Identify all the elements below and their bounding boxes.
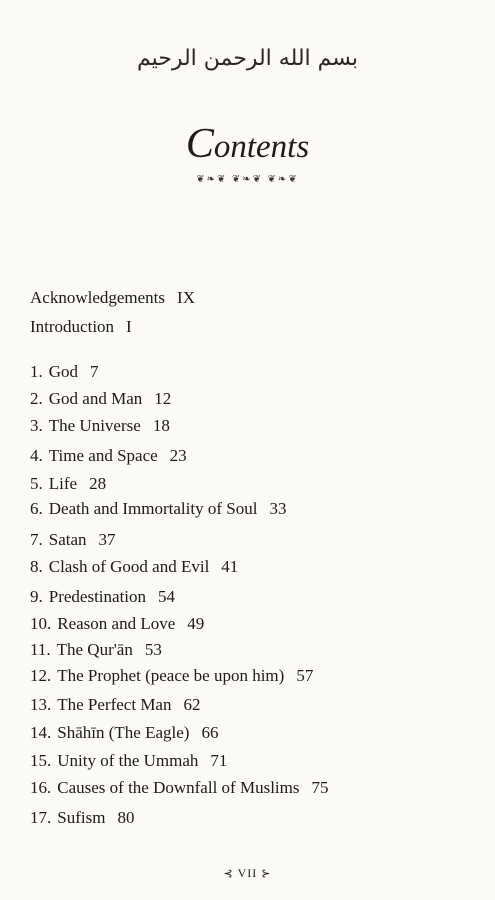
entry-number: 6. — [30, 499, 43, 518]
entry-page: 75 — [311, 778, 329, 797]
entry-page: 37 — [98, 530, 116, 549]
entry-page: 41 — [221, 557, 239, 576]
entry-page: 49 — [187, 614, 205, 633]
entry-number: 17. — [30, 808, 52, 827]
toc-entry-chapter — [30, 808, 134, 828]
entry-page: 7 — [90, 362, 99, 381]
toc-entry-acknowledgements — [30, 288, 195, 308]
entry-page: 71 — [210, 751, 228, 770]
toc-entry-chapter — [30, 557, 238, 577]
entry-title: Reason and Love — [57, 614, 176, 633]
entry-number: 2. — [30, 389, 43, 408]
entry-page: 57 — [296, 666, 314, 685]
toc-entry-chapter — [30, 362, 99, 382]
toc-entry-chapter — [30, 499, 286, 519]
entry-title: God — [48, 362, 79, 381]
toc-entry-chapter — [30, 474, 106, 494]
entry-page: 80 — [117, 808, 135, 827]
entry-number: 3. — [30, 416, 43, 435]
toc-entry-chapter — [30, 530, 116, 550]
entry-title: Causes of the Downfall of Muslims — [57, 778, 300, 797]
toc-entry-introduction — [30, 317, 132, 337]
entry-number: 1. — [30, 362, 43, 381]
entry-title: The Universe — [48, 416, 141, 435]
entry-page: I — [126, 317, 132, 336]
entry-title: Unity of the Ummah — [57, 751, 199, 770]
entry-page: 53 — [144, 640, 162, 659]
entry-title: Time and Space — [48, 446, 158, 465]
entry-number: 13. — [30, 695, 52, 714]
entry-number: 15. — [30, 751, 52, 770]
entry-page: 18 — [152, 416, 170, 435]
folio-ornament-right: ⊱ — [261, 868, 272, 880]
entry-page: 54 — [158, 587, 176, 606]
toc-entry-chapter — [30, 640, 162, 660]
title-initial: C — [185, 121, 214, 167]
entry-title: Death and Immortality of Soul — [48, 499, 258, 518]
toc-entry-chapter — [30, 389, 171, 409]
entry-title: Clash of Good and Evil — [48, 557, 210, 576]
toc-entry-chapter — [30, 778, 328, 798]
title-ornament: ❦❧❦ ❦❧❦ ❦❧❦ — [196, 174, 299, 185]
entry-number: 8. — [30, 557, 43, 576]
entry-page: 33 — [269, 499, 287, 518]
entry-page: IX — [177, 288, 195, 307]
entry-page: 28 — [89, 474, 107, 493]
entry-title: Introduction — [30, 317, 115, 336]
entry-number: 16. — [30, 778, 52, 797]
entry-page: 66 — [201, 723, 219, 742]
page-title — [0, 120, 495, 168]
entry-title: Satan — [48, 530, 87, 549]
toc-entry-chapter — [30, 446, 187, 466]
entry-number: 10. — [30, 614, 52, 633]
entry-number: 4. — [30, 446, 43, 465]
toc-entry-chapter — [30, 666, 313, 686]
entry-number: 12. — [30, 666, 52, 685]
toc-entry-chapter — [30, 751, 227, 771]
page-folio — [0, 866, 495, 881]
entry-title: God and Man — [48, 389, 143, 408]
entry-number: 11. — [30, 640, 51, 659]
entry-page: 23 — [169, 446, 187, 465]
entry-page: 12 — [154, 389, 172, 408]
entry-title: The Perfect Man — [57, 695, 172, 714]
folio-ornament-left: ⊰ — [223, 868, 234, 880]
toc-entry-chapter — [30, 695, 200, 715]
entry-number: 9. — [30, 587, 43, 606]
entry-page: 62 — [183, 695, 201, 714]
toc-entry-chapter — [30, 416, 170, 436]
title-rest: ontents — [213, 129, 310, 165]
entry-title: Sufism — [57, 808, 106, 827]
toc-entry-chapter — [30, 587, 175, 607]
entry-number: 14. — [30, 723, 52, 742]
entry-title: The Qur'ān — [56, 640, 133, 659]
entry-title: Life — [48, 474, 78, 493]
entry-title: Predestination — [48, 587, 147, 606]
entry-title: Shāhīn (The Eagle) — [57, 723, 190, 742]
entry-title: Acknowledgements — [30, 288, 166, 307]
entry-title: The Prophet (peace be upon him) — [57, 666, 285, 685]
folio-number: VII — [237, 866, 258, 880]
bismillah-calligraphy: بسم الله الرحمن الرحيم — [136, 46, 359, 71]
toc-entry-chapter — [30, 723, 218, 743]
entry-number: 5. — [30, 474, 43, 493]
toc-entry-chapter — [30, 614, 204, 634]
entry-number: 7. — [30, 530, 43, 549]
